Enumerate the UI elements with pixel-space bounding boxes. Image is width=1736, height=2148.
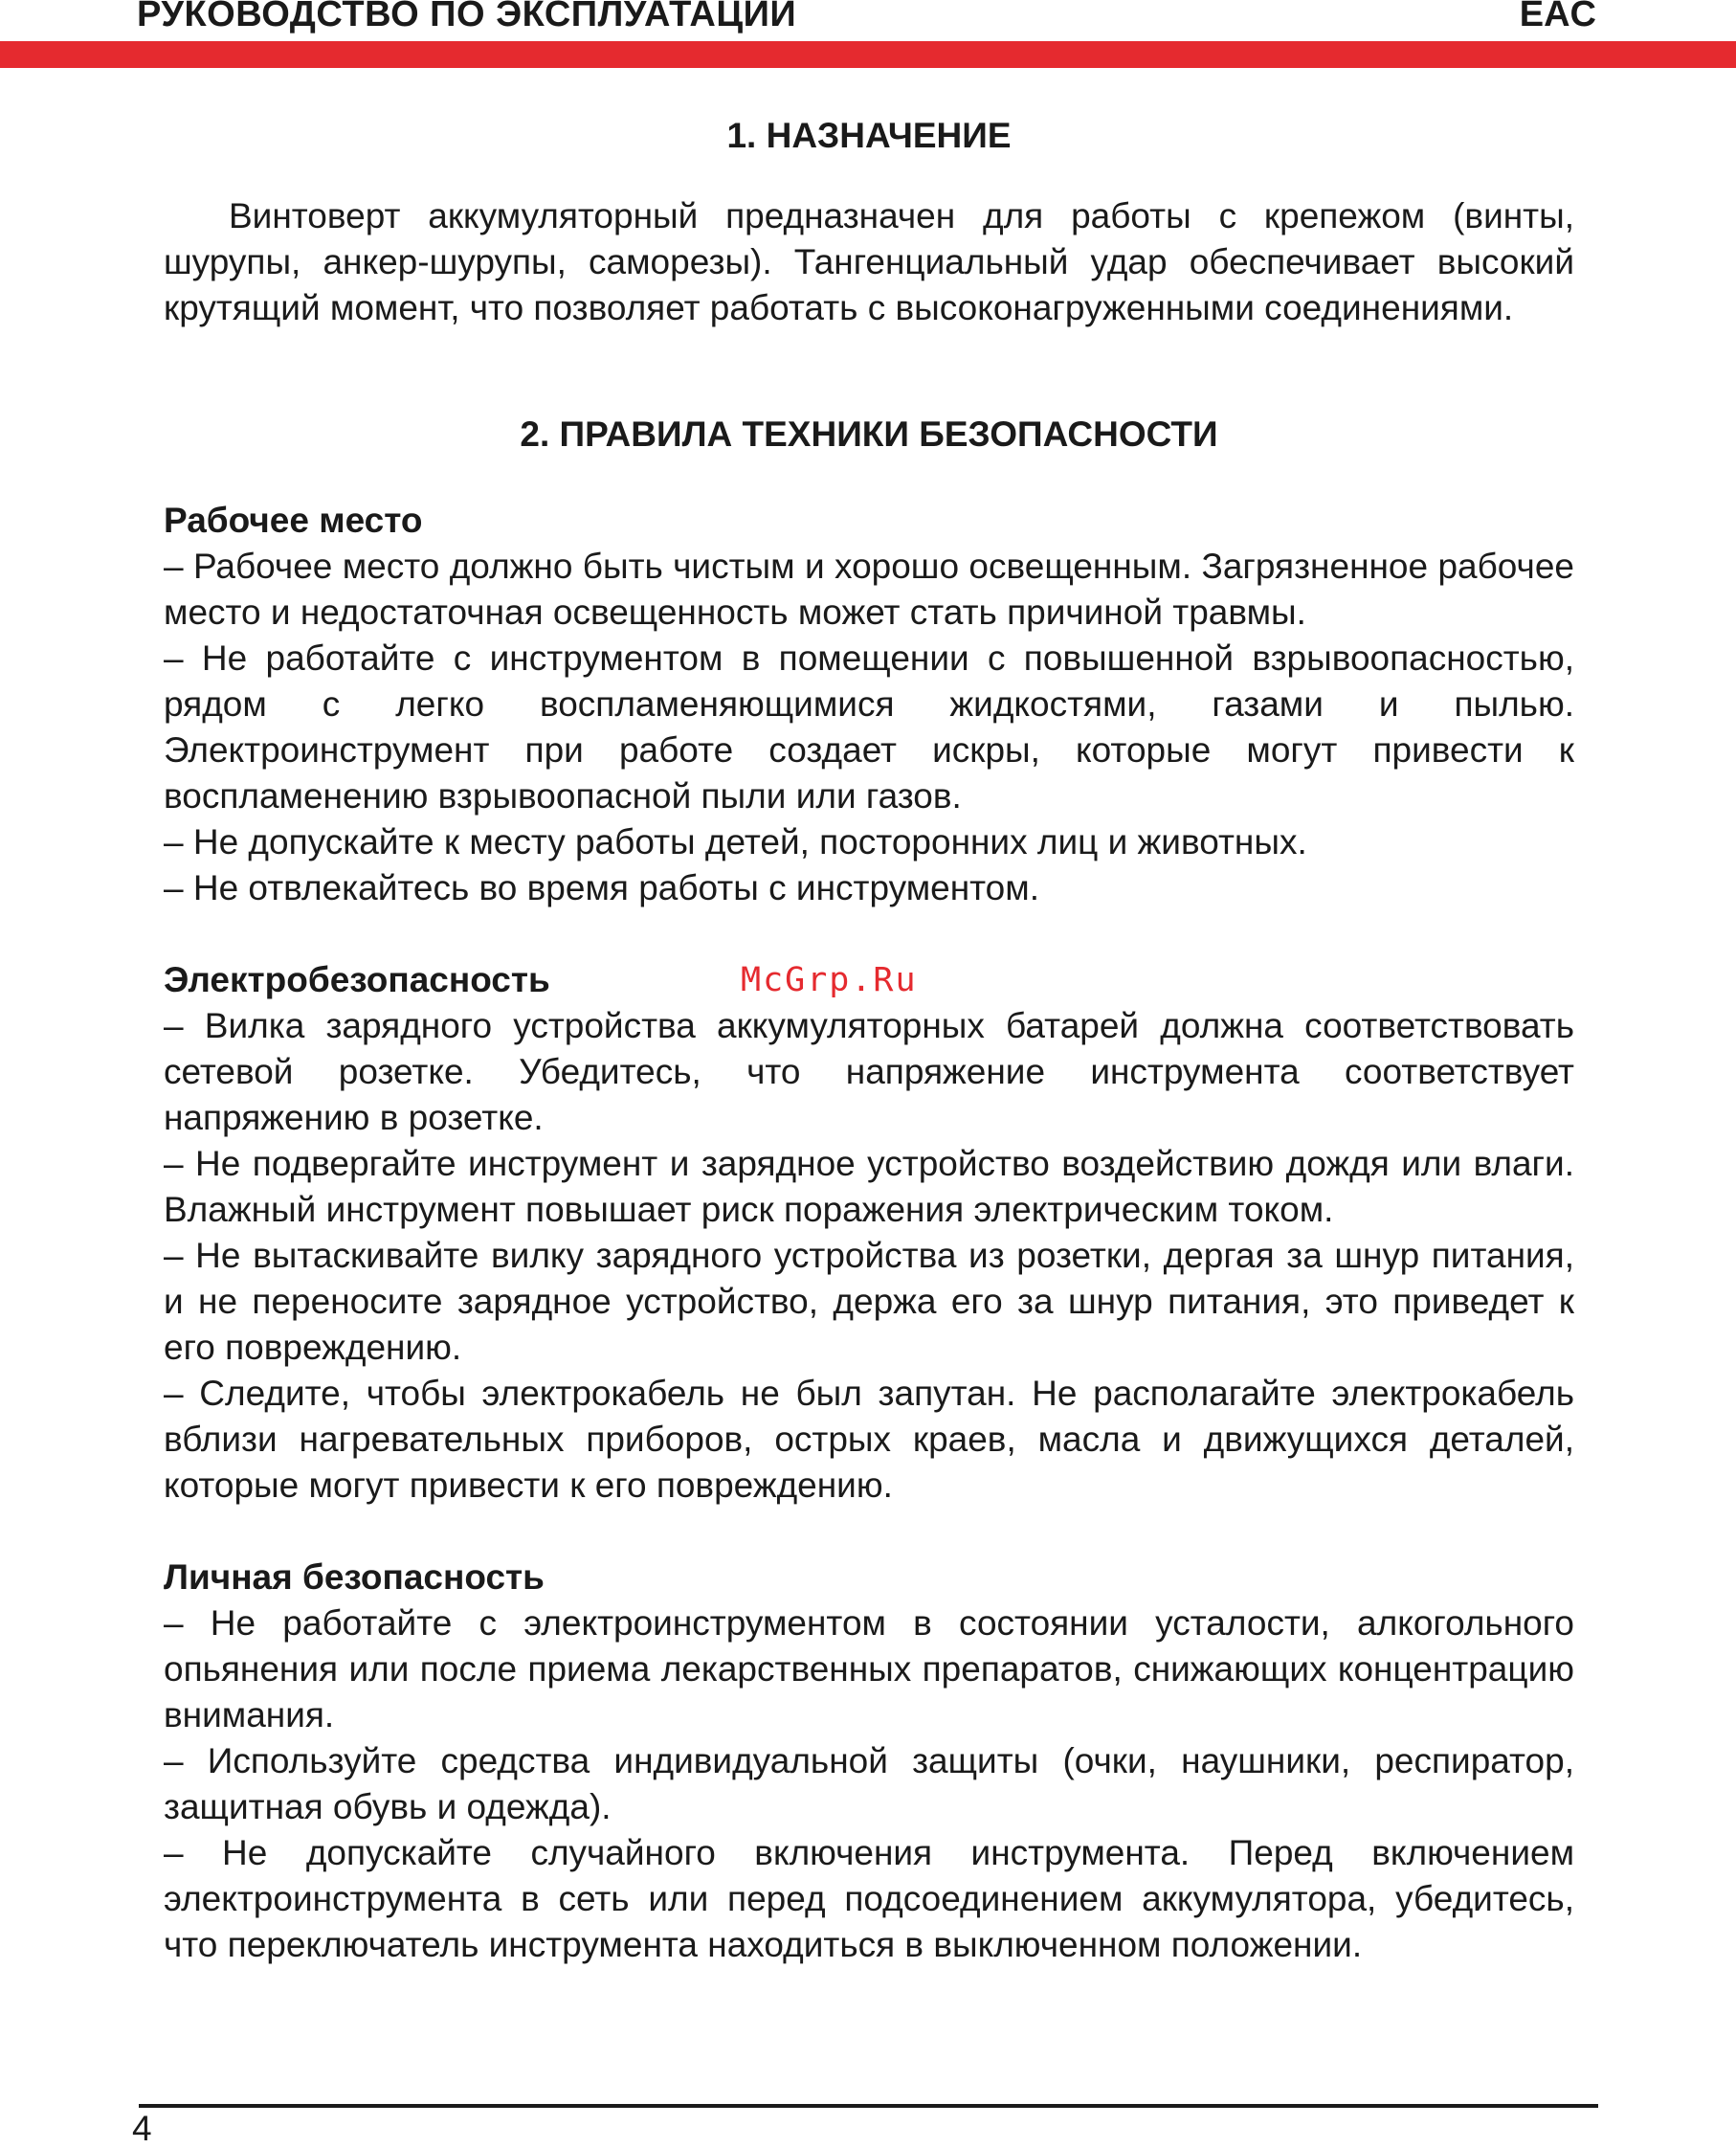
purpose-paragraph: Винтоверт аккумуляторный предназначен для работы с крепежом (винты, шурупы, анкер-шурупы, саморезы). Тангенциальный удар обеспечивает высокий крутящий момент, что позволяет работать с высоконагруженными соединениями. [164,196,1574,327]
personal-item: – Не работайте с электроинструментом в состоянии усталости, алкогольного опьянения или после приема лекарственных препаратов, снижающих концентрацию внимания. [164,1603,1574,1734]
workplace-item: – Рабочее место должно быть чистым и хорошо освещенным. Загрязненное рабочее место и недостаточная освещенность может стать причиной травмы. [164,547,1574,632]
personal-item: – Не допускайте случайного включения инструмента. Перед включением электроинструмента в сеть или перед подсоединением аккумулятора, убедитесь, что переключатель инструмента находиться в выключенном положении. [164,1833,1574,1964]
electrical-heading-row [164,957,1574,1003]
page-header [0,0,1736,69]
section-purpose-title: 1. НАЗНАЧЕНИЕ [726,116,1012,155]
electrical-item: – Следите, чтобы электрокабель не был запутан. Не располагайте электрокабель вблизи нагревательных приборов, острых краев, масла и движущихся деталей, которые могут привести к его повреждению. [164,1374,1574,1505]
electrical-heading: Электробезопасность [164,960,550,999]
personal-heading: Личная безопасность [164,1557,545,1597]
workplace-item: – Не работайте с инструментом в помещении с повышенной взрывоопасностью, рядом с легко воспламеняющимися жидкостями, газами и пылью. Электроинструмент при работе создает искры, которые могут привести к воспламенению взрывоопасной пыли или газов. [164,638,1574,816]
watermark-text: McGrp.Ru [741,961,918,999]
workplace-heading: Рабочее место [164,501,423,540]
electrical-item: – Не подвергайте инструмент и зарядное устройство воздействию дождя или влаги. Влажный инструмент повышает риск поражения электрическим током. [164,1144,1574,1229]
header-red-bar [0,41,1736,68]
page-content [164,113,1574,1968]
electrical-item: – Вилка зарядного устройства аккумуляторных батарей должна соответствовать сетевой розетке. Убедитесь, что напряжение инструмента соответствует напряжению в розетке. [164,1006,1574,1137]
electrical-item: – Не вытаскивайте вилку зарядного устройства из розетки, дергая за шнур питания, и не переносите зарядное устройство, держа его за шнур питания, это приведет к его повреждению. [164,1236,1574,1367]
manual-title: РУКОВОДСТВО ПО ЭКСПЛУАТАЦИИ [137,0,797,34]
personal-item: – Используйте средства индивидуальной защиты (очки, наушники, респиратор, защитная обувь и одежда). [164,1741,1574,1826]
workplace-item: – Не допускайте к месту работы детей, посторонних лиц и животных. [164,822,1307,861]
footer-rule [139,2104,1598,2108]
workplace-item: – Не отвлекайтесь во время работы с инструментом. [164,868,1039,907]
page-number: 4 [132,2109,152,2148]
section-safety-title: 2. ПРАВИЛА ТЕХНИКИ БЕЗОПАСНОСТИ [520,414,1218,454]
eac-mark: EAC [1519,0,1596,34]
